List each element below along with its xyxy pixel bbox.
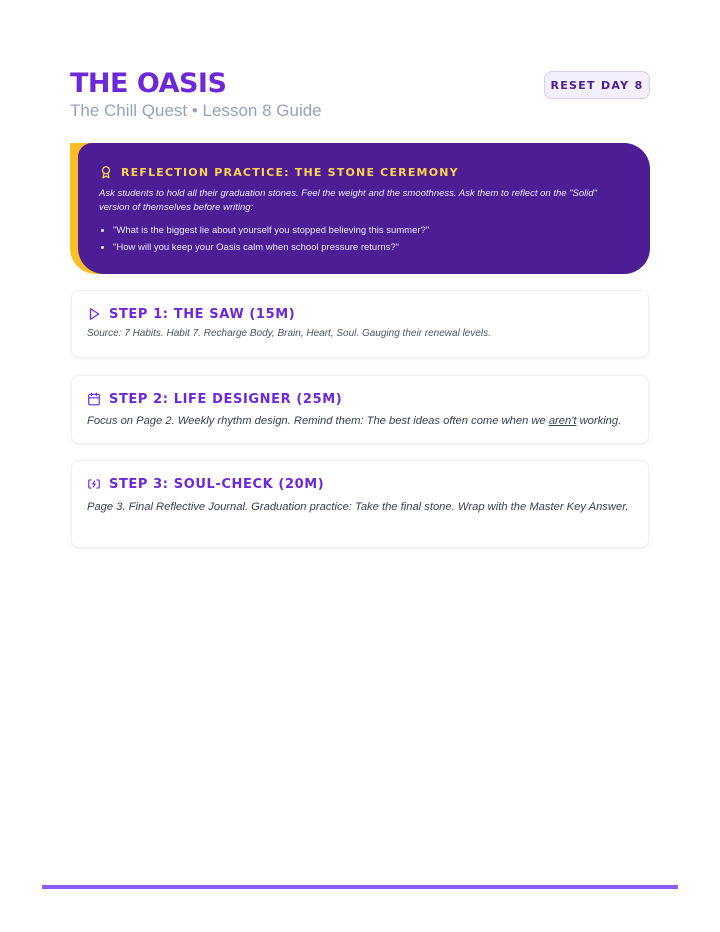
emphasis-text: aren't	[548, 415, 577, 427]
reset-day-badge: RESET DAY 8	[544, 71, 650, 99]
reflection-instructions: Ask students to hold all their graduation stones. Feel the weight and the smoothness. Ask them to reflect on the "Solid" version of themselves before writing:	[99, 188, 598, 213]
page-header	[70, 68, 650, 122]
footer-divider	[42, 885, 678, 889]
reflection-callout	[70, 143, 650, 274]
step-heading	[87, 390, 634, 408]
step-description	[87, 413, 634, 430]
step-title: STEP 2: LIFE DESIGNER (25M)	[109, 391, 343, 407]
step-card-1	[71, 290, 649, 358]
step-heading	[87, 475, 634, 493]
step-title: STEP 3: SOUL-CHECK (20M)	[109, 476, 325, 492]
step-card-3	[71, 460, 649, 548]
step-description-text: working.	[576, 415, 622, 427]
award-icon	[99, 165, 113, 179]
step-title: STEP 1: THE SAW (15M)	[109, 306, 296, 322]
reflection-questions	[99, 222, 630, 256]
page-subtitle: The Chill Quest • Lesson 8 Guide	[70, 101, 322, 120]
reflection-question: • "What is the biggest lie about yourself you stopped believing this summer?"	[113, 222, 630, 239]
reflection-title: REFLECTION PRACTICE: THE STONE CEREMONY	[121, 165, 459, 179]
reflection-heading	[99, 163, 630, 181]
reflection-panel	[78, 143, 650, 274]
play-icon	[87, 307, 101, 321]
reflection-question: • "How will you keep your Oasis calm when school pressure returns?"	[113, 239, 630, 256]
step-description-text: Focus on Page 2. Weekly rhythm design. Remind them: The best ideas often come when we	[87, 415, 549, 427]
step-description: Source: 7 Habits. Habit 7. Recharge Body, Brain, Heart, Soul. Gauging their renewal levels.	[87, 328, 491, 339]
calendar-icon	[87, 392, 101, 406]
step-heading	[87, 305, 634, 323]
step-card-2	[71, 375, 649, 444]
step-description: Page 3. Final Reflective Journal. Graduation practice: Take the final stone. Wrap with the Master Key Answer.	[87, 501, 629, 513]
refresh-icon	[87, 477, 101, 491]
page-title: THE OASIS	[70, 68, 227, 99]
